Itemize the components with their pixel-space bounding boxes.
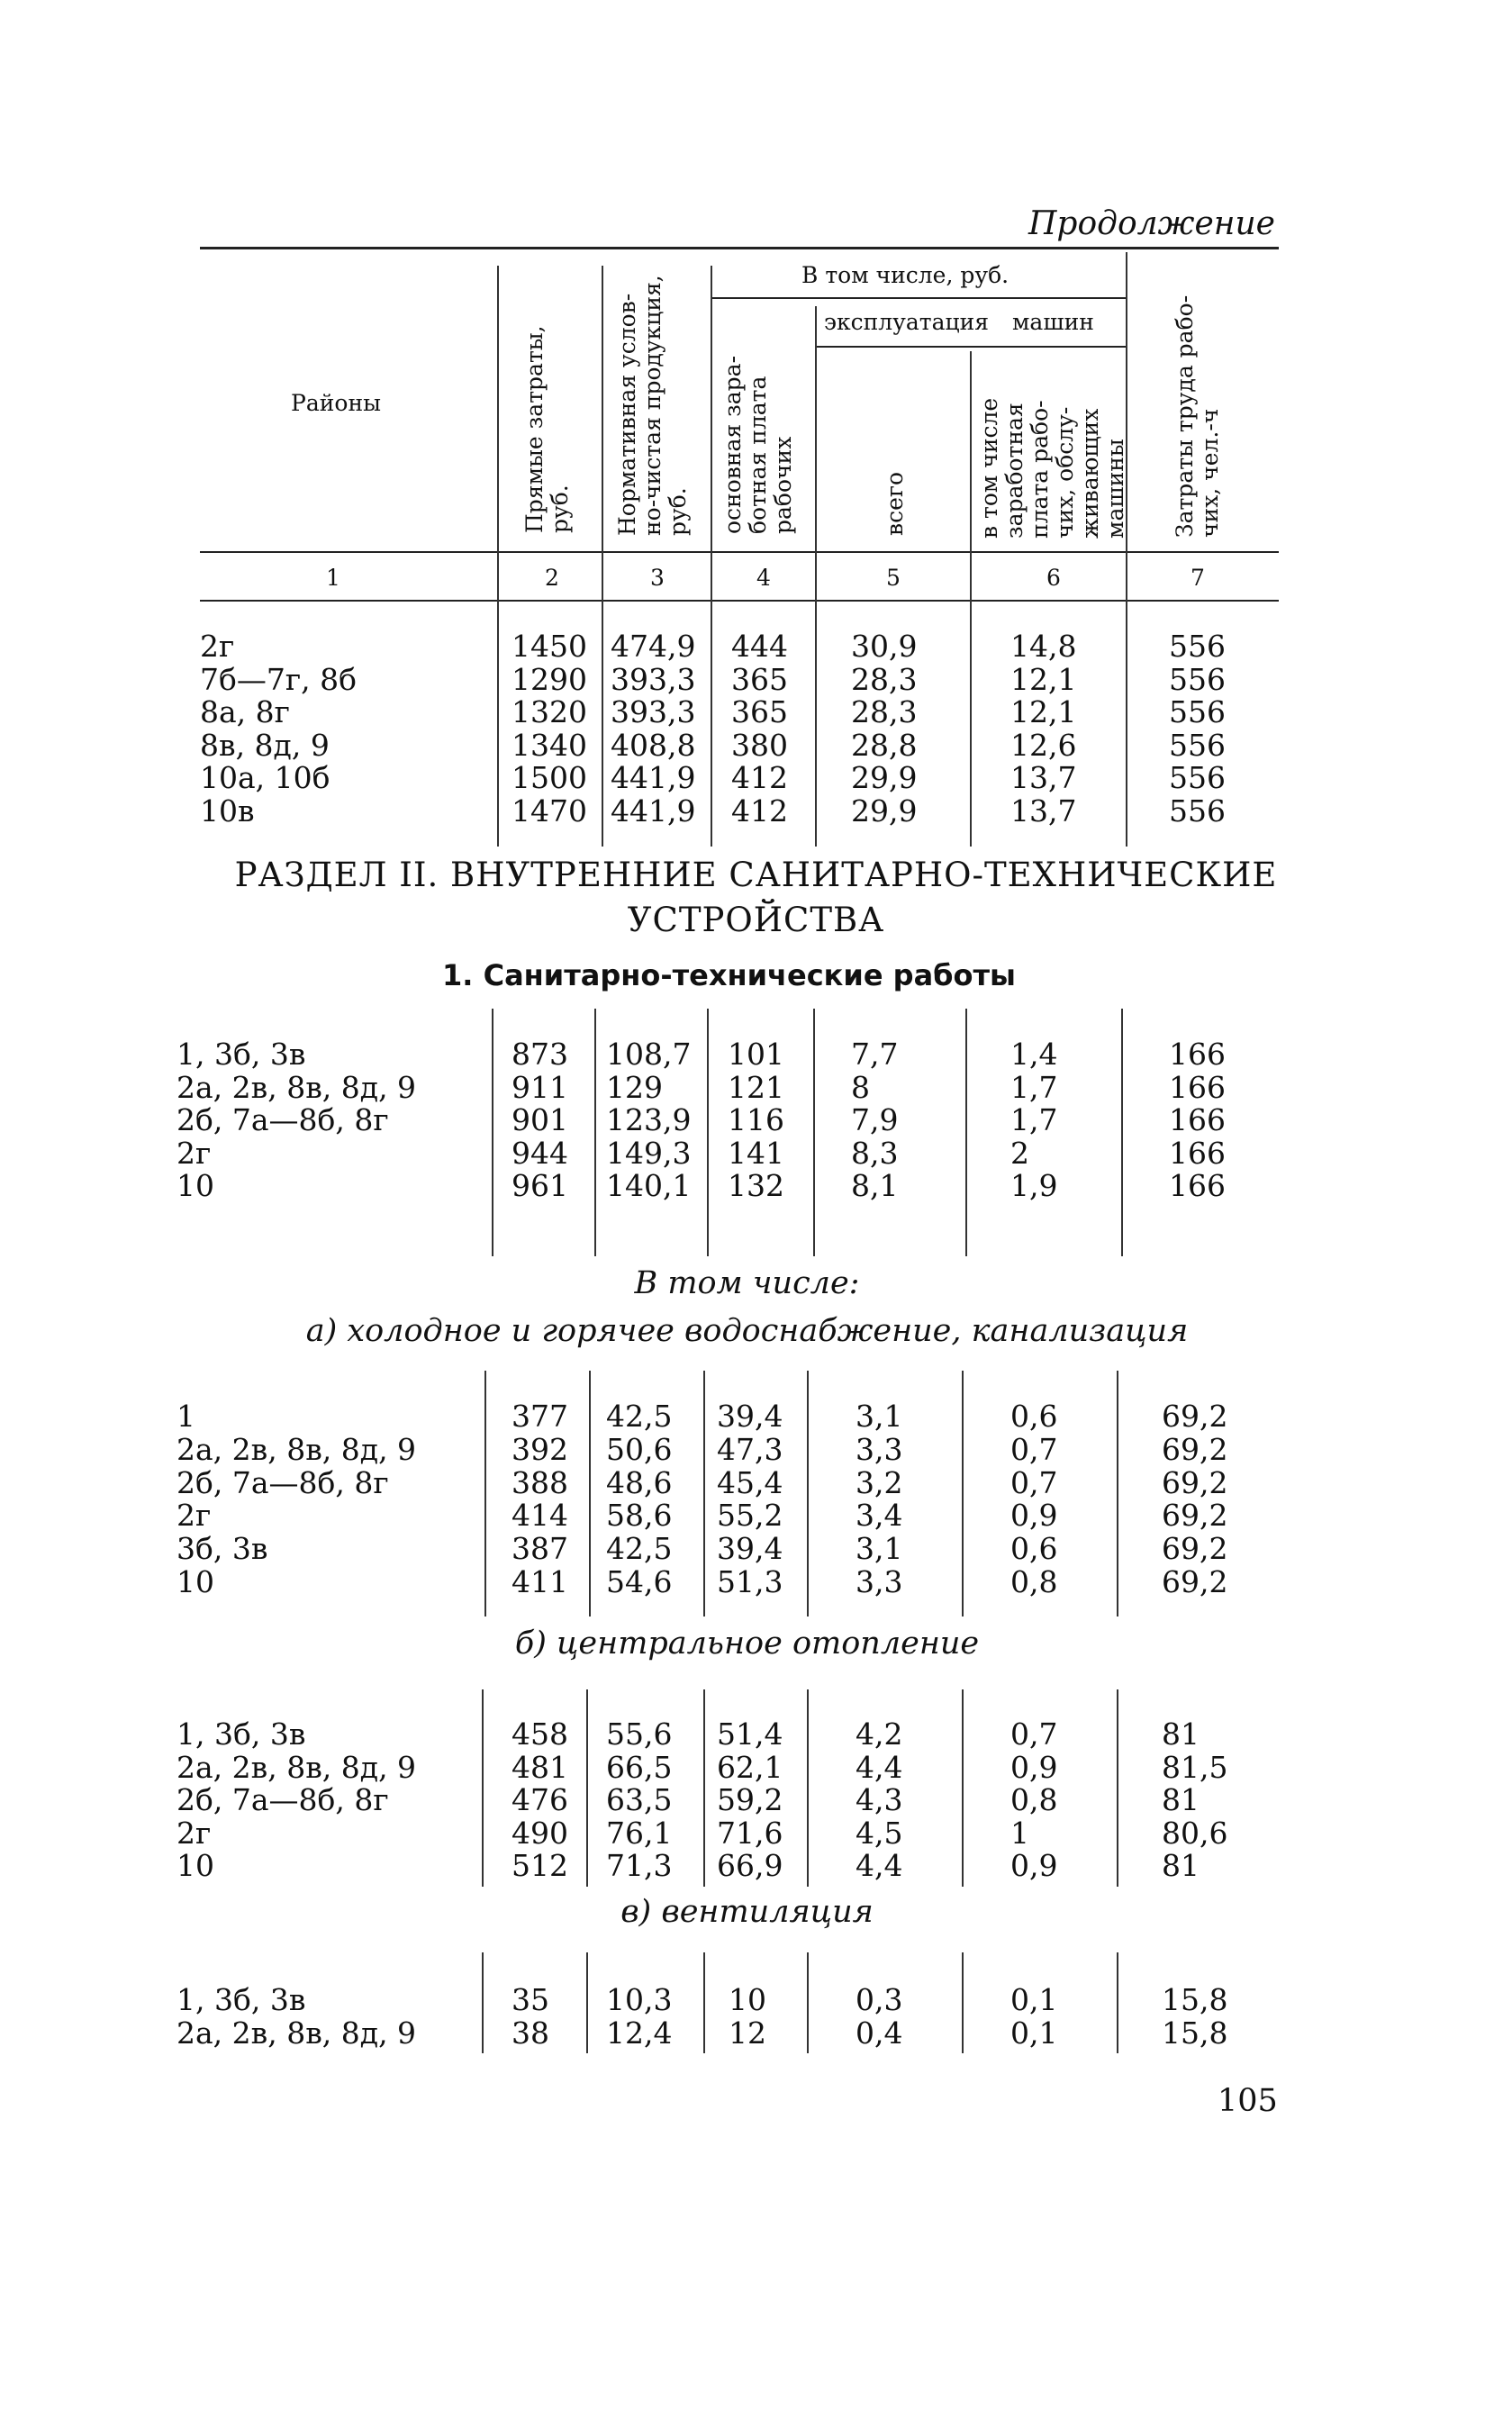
value-cell: 441,9: [611, 760, 696, 796]
value-cell: 556: [1169, 793, 1226, 829]
district-cell: 2а, 2в, 8в, 8д, 9: [177, 1069, 417, 1105]
value-cell: 48,6: [606, 1464, 673, 1500]
value-cell: 4,4: [856, 1848, 903, 1884]
section-title-line2: УСТРОЙСТВА: [627, 901, 885, 939]
colnum-7: 7: [1191, 565, 1205, 591]
value-cell: 59,2: [717, 1782, 783, 1818]
value-cell: 13,7: [1010, 760, 1077, 796]
value-cell: 0,6: [1010, 1531, 1058, 1567]
value-cell: 12,1: [1010, 661, 1077, 697]
colnum-5: 5: [886, 565, 901, 591]
value-cell: 0,8: [1010, 1564, 1058, 1599]
column-divider: [1121, 1009, 1123, 1256]
value-cell: 556: [1169, 694, 1226, 730]
column-divider: [586, 1952, 588, 2053]
district-cell: 1, 3б, 3в: [177, 1982, 306, 2017]
value-cell: 81,5: [1162, 1749, 1228, 1785]
column-divider: [482, 1952, 484, 2053]
value-cell: 8,1: [851, 1168, 899, 1204]
column-divider: [1117, 1689, 1118, 1887]
value-cell: 66,5: [606, 1749, 673, 1785]
value-cell: 38: [512, 2015, 549, 2051]
column-divider: [594, 1009, 596, 1256]
column-divider: [707, 1009, 709, 1256]
column-divider: [1126, 605, 1127, 847]
header-col-total: всего: [882, 471, 908, 536]
value-cell: 55,6: [606, 1716, 673, 1752]
value-cell: 4,2: [856, 1716, 903, 1752]
value-cell: 69,2: [1162, 1498, 1228, 1534]
value-cell: 490: [512, 1815, 568, 1851]
value-cell: 132: [728, 1168, 784, 1204]
value-cell: 1,4: [1010, 1037, 1058, 1072]
column-divider: [703, 1952, 705, 2053]
value-cell: 556: [1169, 760, 1226, 796]
value-cell: 129: [606, 1069, 663, 1105]
value-cell: 166: [1169, 1135, 1226, 1171]
value-cell: 365: [731, 694, 788, 730]
column-divider: [589, 1371, 591, 1616]
continuation-label: Продолжение: [1028, 205, 1275, 242]
value-cell: 901: [512, 1102, 568, 1138]
header-subgroup-machines: эксплуатация машин: [824, 309, 1094, 335]
value-cell: 1470: [512, 793, 587, 829]
header-col-districts: Районы: [291, 390, 381, 416]
value-cell: 63,5: [606, 1782, 673, 1818]
value-cell: 108,7: [606, 1037, 692, 1072]
value-cell: 166: [1169, 1168, 1226, 1204]
district-cell: 3б, 3в: [177, 1531, 268, 1567]
header-col-base-wages: основная зара- ботная плата рабочих: [720, 355, 796, 534]
value-cell: 481: [512, 1749, 568, 1785]
value-cell: 476: [512, 1782, 568, 1818]
district-cell: 2б, 7а—8б, 8г: [177, 1782, 389, 1818]
value-cell: 0,7: [1010, 1464, 1058, 1500]
colnum-4: 4: [756, 565, 771, 591]
value-cell: 12,4: [606, 2015, 673, 2051]
value-cell: 45,4: [717, 1464, 783, 1500]
column-divider: [815, 605, 817, 847]
header-divider-3: [711, 266, 712, 605]
value-cell: 80,6: [1162, 1815, 1228, 1851]
column-divider: [482, 1689, 484, 1887]
value-cell: 55,2: [717, 1498, 783, 1534]
column-divider: [807, 1689, 809, 1887]
value-cell: 2: [1010, 1135, 1029, 1171]
district-cell: 2г: [200, 629, 235, 664]
value-cell: 0,1: [1010, 1982, 1058, 2017]
header-bottom-rule: [200, 551, 1279, 553]
value-cell: 39,4: [717, 1531, 783, 1567]
district-cell: 10: [177, 1564, 214, 1599]
header-divider-5: [970, 351, 972, 605]
value-cell: 458: [512, 1716, 568, 1752]
value-cell: 8,3: [851, 1135, 899, 1171]
value-cell: 3,4: [856, 1498, 903, 1534]
value-cell: 141: [728, 1135, 784, 1171]
colnum-bottom-rule: [200, 600, 1279, 602]
header-group-including: В том числе, руб.: [801, 262, 1010, 288]
value-cell: 412: [731, 760, 788, 796]
column-divider: [970, 605, 972, 847]
group-rule: [711, 297, 1126, 299]
header-divider-1: [497, 266, 499, 605]
value-cell: 62,1: [717, 1749, 783, 1785]
column-divider: [962, 1371, 964, 1616]
value-cell: 121: [728, 1069, 784, 1105]
value-cell: 71,3: [606, 1848, 673, 1884]
value-cell: 0,7: [1010, 1431, 1058, 1467]
value-cell: 1: [1010, 1815, 1029, 1851]
column-divider: [965, 1009, 967, 1256]
column-divider: [497, 605, 499, 847]
value-cell: 0,6: [1010, 1399, 1058, 1434]
district-cell: 2а, 2в, 8в, 8д, 9: [177, 1749, 417, 1785]
value-cell: 0,3: [856, 1982, 903, 2017]
colnum-3: 3: [650, 565, 665, 591]
value-cell: 14,8: [1010, 629, 1077, 664]
value-cell: 149,3: [606, 1135, 692, 1171]
value-cell: 1,9: [1010, 1168, 1058, 1204]
value-cell: 28,8: [851, 727, 918, 763]
value-cell: 377: [512, 1399, 568, 1434]
value-cell: 69,2: [1162, 1431, 1228, 1467]
value-cell: 166: [1169, 1069, 1226, 1105]
value-cell: 10: [729, 1982, 766, 2017]
colnum-2: 2: [545, 565, 559, 591]
subsection-b-title: б) центральное отопление: [514, 1626, 980, 1662]
value-cell: 441,9: [611, 793, 696, 829]
value-cell: 387: [512, 1531, 568, 1567]
value-cell: 81: [1162, 1716, 1200, 1752]
value-cell: 28,3: [851, 694, 918, 730]
subsection-c-title: в) вентиляция: [620, 1894, 874, 1930]
section-title-line1: РАЗДЕЛ II. ВНУТРЕННИЕ САНИТАРНО-ТЕХНИЧЕСКИЕ: [234, 856, 1278, 894]
value-cell: 393,3: [611, 661, 696, 697]
header-col-machine-wages: в том числе заработная плата рабо- чих, обслу- живающих машины: [976, 397, 1128, 539]
value-cell: 81: [1162, 1782, 1200, 1818]
value-cell: 116: [728, 1102, 784, 1138]
column-divider: [703, 1371, 705, 1616]
value-cell: 393,3: [611, 694, 696, 730]
value-cell: 3,1: [856, 1399, 903, 1434]
value-cell: 66,9: [717, 1848, 783, 1884]
value-cell: 944: [512, 1135, 568, 1171]
value-cell: 392: [512, 1431, 568, 1467]
value-cell: 408,8: [611, 727, 696, 763]
column-divider: [602, 605, 603, 847]
header-col-labor-costs: Затраты труда рабо- чих, чел.-ч: [1172, 294, 1223, 538]
district-cell: 2а, 2в, 8в, 8д, 9: [177, 1431, 417, 1467]
header-col-normative-product: Нормативная услов- но-чистая продукция, руб.: [614, 275, 691, 536]
value-cell: 1450: [512, 629, 587, 664]
value-cell: 556: [1169, 727, 1226, 763]
value-cell: 1320: [512, 694, 587, 730]
value-cell: 69,2: [1162, 1464, 1228, 1500]
value-cell: 0,8: [1010, 1782, 1058, 1818]
column-divider: [492, 1009, 493, 1256]
value-cell: 15,8: [1162, 2015, 1228, 2051]
including-label: В том числе:: [634, 1265, 860, 1301]
value-cell: 81: [1162, 1848, 1200, 1884]
value-cell: 69,2: [1162, 1531, 1228, 1567]
value-cell: 1,7: [1010, 1069, 1058, 1105]
value-cell: 3,1: [856, 1531, 903, 1567]
district-cell: 10: [177, 1848, 214, 1884]
value-cell: 911: [512, 1069, 568, 1105]
value-cell: 12: [729, 2015, 766, 2051]
value-cell: 28,3: [851, 661, 918, 697]
value-cell: 873: [512, 1037, 568, 1072]
value-cell: 4,4: [856, 1749, 903, 1785]
value-cell: 47,3: [717, 1431, 783, 1467]
header-col-direct-costs: Прямые затраты, руб.: [521, 325, 573, 533]
district-cell: 2б, 7а—8б, 8г: [177, 1102, 389, 1138]
value-cell: 0,7: [1010, 1716, 1058, 1752]
column-divider: [962, 1689, 964, 1887]
district-cell: 2г: [177, 1498, 212, 1534]
value-cell: 365: [731, 661, 788, 697]
value-cell: 414: [512, 1498, 568, 1534]
value-cell: 76,1: [606, 1815, 673, 1851]
colnum-1: 1: [326, 565, 340, 591]
value-cell: 8: [851, 1069, 870, 1105]
value-cell: 0,9: [1010, 1848, 1058, 1884]
value-cell: 0,9: [1010, 1749, 1058, 1785]
value-cell: 51,4: [717, 1716, 783, 1752]
value-cell: 51,3: [717, 1564, 783, 1599]
district-cell: 2г: [177, 1815, 212, 1851]
column-divider: [484, 1371, 486, 1616]
column-divider: [1117, 1952, 1118, 2053]
value-cell: 512: [512, 1848, 568, 1884]
district-cell: 7б—7г, 8б: [200, 661, 357, 697]
value-cell: 411: [512, 1564, 568, 1599]
value-cell: 13,7: [1010, 793, 1077, 829]
value-cell: 556: [1169, 661, 1226, 697]
value-cell: 101: [728, 1037, 784, 1072]
column-divider: [711, 605, 712, 847]
value-cell: 7,7: [851, 1037, 899, 1072]
value-cell: 42,5: [606, 1399, 673, 1434]
value-cell: 0,4: [856, 2015, 903, 2051]
district-cell: 1, 3б, 3в: [177, 1037, 306, 1072]
district-cell: 10в: [200, 793, 255, 829]
value-cell: 3,3: [856, 1564, 903, 1599]
value-cell: 961: [512, 1168, 568, 1204]
value-cell: 3,2: [856, 1464, 903, 1500]
value-cell: 1500: [512, 760, 587, 796]
district-cell: 1: [177, 1399, 195, 1434]
column-divider: [1117, 1371, 1118, 1616]
value-cell: 35: [512, 1982, 549, 2017]
header-divider-4: [815, 306, 817, 605]
value-cell: 7,9: [851, 1102, 899, 1138]
value-cell: 4,3: [856, 1782, 903, 1818]
district-cell: 8а, 8г: [200, 694, 290, 730]
value-cell: 0,1: [1010, 2015, 1058, 2051]
value-cell: 388: [512, 1464, 568, 1500]
district-cell: 10: [177, 1168, 214, 1204]
value-cell: 12,6: [1010, 727, 1077, 763]
value-cell: 71,6: [717, 1815, 783, 1851]
value-cell: 39,4: [717, 1399, 783, 1434]
page-number: 105: [1218, 2083, 1278, 2119]
value-cell: 412: [731, 793, 788, 829]
column-divider: [962, 1952, 964, 2053]
value-cell: 69,2: [1162, 1399, 1228, 1434]
colnum-6: 6: [1046, 565, 1061, 591]
district-cell: 8в, 8д, 9: [200, 727, 330, 763]
value-cell: 4,5: [856, 1815, 903, 1851]
column-divider: [807, 1371, 809, 1616]
district-cell: 1, 3б, 3в: [177, 1716, 306, 1752]
value-cell: 3,3: [856, 1431, 903, 1467]
value-cell: 12,1: [1010, 694, 1077, 730]
value-cell: 0,9: [1010, 1498, 1058, 1534]
value-cell: 1,7: [1010, 1102, 1058, 1138]
column-divider: [586, 1689, 588, 1887]
value-cell: 556: [1169, 629, 1226, 664]
value-cell: 29,9: [851, 793, 918, 829]
table-top-rule: [200, 247, 1279, 249]
subsection-a-title: а) холодное и горячее водоснабжение, канализация: [305, 1313, 1189, 1349]
value-cell: 166: [1169, 1037, 1226, 1072]
column-divider: [807, 1952, 809, 2053]
value-cell: 10,3: [606, 1982, 673, 2017]
column-divider: [813, 1009, 815, 1256]
header-divider-2: [602, 266, 603, 605]
district-cell: 10а, 10б: [200, 760, 330, 796]
value-cell: 380: [731, 727, 788, 763]
value-cell: 140,1: [606, 1168, 692, 1204]
value-cell: 474,9: [611, 629, 696, 664]
value-cell: 29,9: [851, 760, 918, 796]
subsection-1-title: 1. Санитарно-технические работы: [442, 958, 1016, 992]
district-cell: 2а, 2в, 8в, 8д, 9: [177, 2015, 417, 2051]
value-cell: 444: [731, 629, 788, 664]
subgroup-rule: [815, 346, 1126, 348]
value-cell: 15,8: [1162, 1982, 1228, 2017]
value-cell: 50,6: [606, 1431, 673, 1467]
value-cell: 1340: [512, 727, 587, 763]
value-cell: 123,9: [606, 1102, 692, 1138]
value-cell: 58,6: [606, 1498, 673, 1534]
column-divider: [703, 1689, 705, 1887]
value-cell: 166: [1169, 1102, 1226, 1138]
value-cell: 1290: [512, 661, 587, 697]
value-cell: 69,2: [1162, 1564, 1228, 1599]
value-cell: 42,5: [606, 1531, 673, 1567]
district-cell: 2б, 7а—8б, 8г: [177, 1464, 389, 1500]
value-cell: 30,9: [851, 629, 918, 664]
district-cell: 2г: [177, 1135, 212, 1171]
value-cell: 54,6: [606, 1564, 673, 1599]
